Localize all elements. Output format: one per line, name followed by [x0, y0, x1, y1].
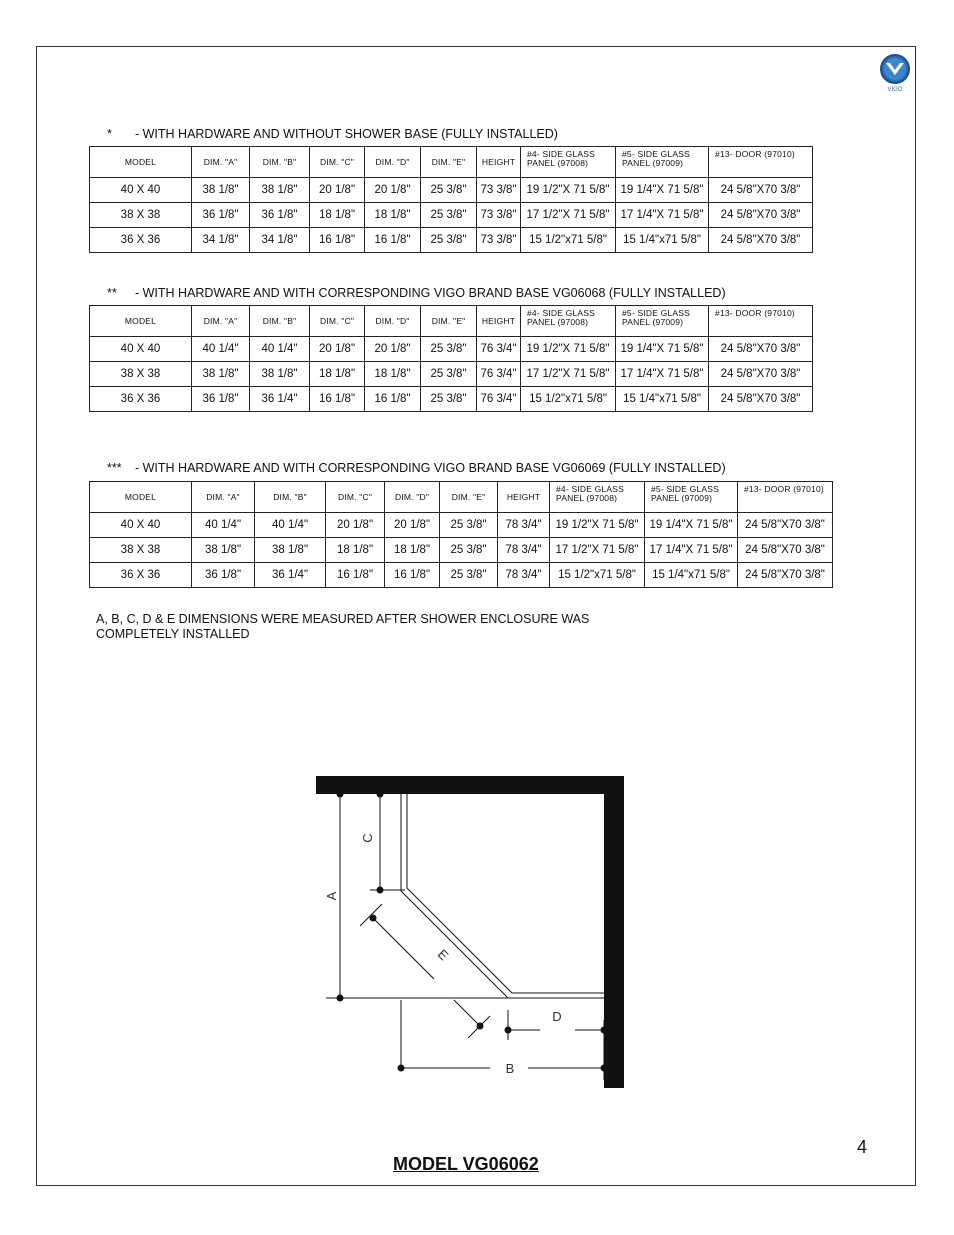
header-height: HEIGHT	[498, 482, 550, 513]
table-cell-dim-d: 18 1/8"	[385, 538, 440, 563]
header-dim-c: DIM. "C"	[326, 482, 385, 513]
table-cell-side4: 19 1/2"X 71 5/8"	[521, 337, 616, 362]
header-model: MODEL	[90, 482, 192, 513]
vigo-logo	[878, 53, 912, 93]
table-cell-height: 73 3/8"	[477, 228, 521, 253]
table-cell-model: 38 X 38	[90, 203, 192, 228]
table-row	[90, 387, 813, 412]
dimensions-table-1	[89, 146, 813, 253]
table-cell-side4: 17 1/2"X 71 5/8"	[521, 362, 616, 387]
table-cell-side5: 15 1/4"x71 5/8"	[616, 228, 709, 253]
header-dim-d: DIM. "D"	[365, 147, 421, 178]
table-cell-dim-b: 36 1/8"	[250, 203, 310, 228]
table-cell-door: 24 5/8"X70 3/8"	[709, 178, 813, 203]
table-cell-dim-d: 20 1/8"	[365, 178, 421, 203]
table-cell-door: 24 5/8"X70 3/8"	[738, 538, 833, 563]
label-c: C	[360, 833, 375, 843]
side-wall	[604, 776, 624, 1088]
header-dim-e: DIM. "E"	[421, 147, 477, 178]
header-door: #13- DOOR (97010)	[709, 306, 813, 337]
table-row	[90, 538, 833, 563]
table-cell-model: 40 X 40	[90, 178, 192, 203]
table-cell-height: 76 3/4"	[477, 337, 521, 362]
table-cell-dim-a: 40 1/4"	[192, 513, 255, 538]
header-side4: #4- SIDE GLASS PANEL (97008)	[521, 306, 616, 337]
label-d: D	[552, 1009, 562, 1024]
section-title-text: - WITH HARDWARE AND WITHOUT SHOWER BASE (FULLY INSTALLED)	[135, 127, 558, 141]
table-cell-height: 78 3/4"	[498, 563, 550, 588]
dimension-points	[337, 791, 608, 1072]
table-cell-dim-d: 16 1/8"	[385, 563, 440, 588]
table-cell-side4: 19 1/2"X 71 5/8"	[521, 178, 616, 203]
table-cell-side4: 15 1/2"x71 5/8"	[521, 228, 616, 253]
table-cell-door: 24 5/8"X70 3/8"	[709, 203, 813, 228]
table-cell-dim-a: 40 1/4"	[192, 337, 250, 362]
table-cell-door: 24 5/8"X70 3/8"	[709, 337, 813, 362]
glass-panels	[401, 794, 604, 998]
table-cell-side5: 19 1/4"X 71 5/8"	[616, 178, 709, 203]
header-dim-a: DIM. "A"	[192, 147, 250, 178]
section-title-text: - WITH HARDWARE AND WITH CORRESPONDING VIGO BRAND BASE VG06068 (FULLY INSTALLED)	[135, 286, 726, 300]
header-side4: #4- SIDE GLASS PANEL (97008)	[550, 482, 645, 513]
header-dim-a: DIM. "A"	[192, 482, 255, 513]
table-cell-dim-b: 38 1/8"	[250, 362, 310, 387]
page-number: 4	[857, 1137, 868, 1157]
header-dim-c: DIM. "C"	[310, 306, 365, 337]
table-cell-dim-d: 18 1/8"	[365, 362, 421, 387]
table-row	[90, 513, 833, 538]
section-mark: **	[107, 286, 117, 300]
back-wall	[316, 776, 624, 794]
table-cell-height: 78 3/4"	[498, 513, 550, 538]
measurement-note: A, B, C, D & E DIMENSIONS WERE MEASURED AFTER SHOWER ENCLOSURE WAS COMPLETELY INSTALLED	[96, 612, 590, 641]
table-cell-dim-c: 20 1/8"	[310, 337, 365, 362]
table-cell-dim-d: 16 1/8"	[365, 228, 421, 253]
table-cell-height: 76 3/4"	[477, 362, 521, 387]
table-cell-model: 36 X 36	[90, 563, 192, 588]
table-cell-door: 24 5/8"X70 3/8"	[738, 563, 833, 588]
label-e: E	[434, 946, 452, 964]
section-title-3	[107, 461, 726, 475]
header-dim-c: DIM. "C"	[310, 147, 365, 178]
table-cell-side5: 19 1/4"X 71 5/8"	[616, 337, 709, 362]
table-cell-dim-d: 20 1/8"	[365, 337, 421, 362]
header-model: MODEL	[90, 306, 192, 337]
dimensions-table-3	[89, 481, 833, 588]
table-cell-side4: 15 1/2"x71 5/8"	[550, 563, 645, 588]
table-cell-side5: 17 1/4"X 71 5/8"	[645, 538, 738, 563]
table-cell-dim-b: 40 1/4"	[255, 513, 326, 538]
table-cell-height: 76 3/4"	[477, 387, 521, 412]
table-cell-dim-e: 25 3/8"	[440, 563, 498, 588]
table-cell-dim-b: 38 1/8"	[255, 538, 326, 563]
table-cell-dim-b: 36 1/4"	[255, 563, 326, 588]
table-cell-dim-c: 16 1/8"	[310, 228, 365, 253]
table-cell-dim-e: 25 3/8"	[421, 337, 477, 362]
svg-text:VIGO: VIGO	[887, 87, 903, 93]
table-cell-dim-a: 36 1/8"	[192, 563, 255, 588]
header-dim-e: DIM. "E"	[421, 306, 477, 337]
table-cell-model: 38 X 38	[90, 538, 192, 563]
table-header-row	[90, 147, 813, 178]
table-cell-door: 24 5/8"X70 3/8"	[709, 362, 813, 387]
table-cell-dim-a: 38 1/8"	[192, 362, 250, 387]
table-cell-dim-d: 16 1/8"	[365, 387, 421, 412]
table-cell-dim-b: 38 1/8"	[250, 178, 310, 203]
header-model: MODEL	[90, 147, 192, 178]
header-side4: #4- SIDE GLASS PANEL (97008)	[521, 147, 616, 178]
table-cell-dim-e: 25 3/8"	[421, 387, 477, 412]
section-mark: ***	[107, 461, 122, 475]
table-header-row	[90, 306, 813, 337]
table-cell-dim-b: 40 1/4"	[250, 337, 310, 362]
table-cell-side4: 19 1/2"X 71 5/8"	[550, 513, 645, 538]
header-side5: #5- SIDE GLASS PANEL (97009)	[616, 147, 709, 178]
table-row	[90, 362, 813, 387]
table-cell-dim-e: 25 3/8"	[440, 513, 498, 538]
model-title: MODEL VG06062	[393, 1154, 539, 1174]
table-cell-dim-e: 25 3/8"	[421, 203, 477, 228]
table-cell-dim-c: 18 1/8"	[310, 203, 365, 228]
table-cell-dim-e: 25 3/8"	[440, 538, 498, 563]
header-dim-b: DIM. "B"	[250, 306, 310, 337]
section-title-1	[107, 127, 558, 141]
table-cell-side4: 17 1/2"X 71 5/8"	[521, 203, 616, 228]
table-cell-side5: 17 1/4"X 71 5/8"	[616, 362, 709, 387]
table-cell-dim-c: 16 1/8"	[326, 563, 385, 588]
header-dim-a: DIM. "A"	[192, 306, 250, 337]
section-title-text: - WITH HARDWARE AND WITH CORRESPONDING VIGO BRAND BASE VG06069 (FULLY INSTALLED)	[135, 461, 726, 475]
header-height: HEIGHT	[477, 306, 521, 337]
table-cell-dim-e: 25 3/8"	[421, 228, 477, 253]
header-dim-b: DIM. "B"	[255, 482, 326, 513]
header-dim-e: DIM. "E"	[440, 482, 498, 513]
table-cell-model: 40 X 40	[90, 337, 192, 362]
table-cell-dim-c: 20 1/8"	[326, 513, 385, 538]
table-row	[90, 228, 813, 253]
header-dim-d: DIM. "D"	[365, 306, 421, 337]
table-header-row	[90, 482, 833, 513]
header-door: #13- DOOR (97010)	[709, 147, 813, 178]
label-b: B	[505, 1061, 515, 1076]
section-mark: *	[107, 127, 112, 141]
table-cell-side5: 17 1/4"X 71 5/8"	[616, 203, 709, 228]
table-row	[90, 563, 833, 588]
header-dim-d: DIM. "D"	[385, 482, 440, 513]
table-cell-height: 78 3/4"	[498, 538, 550, 563]
header-height: HEIGHT	[477, 147, 521, 178]
table-cell-dim-a: 36 1/8"	[192, 387, 250, 412]
table-cell-side5: 19 1/4"X 71 5/8"	[645, 513, 738, 538]
table-cell-dim-a: 38 1/8"	[192, 178, 250, 203]
header-dim-b: DIM. "B"	[250, 147, 310, 178]
enclosure-diagram	[300, 770, 640, 1100]
table-cell-dim-a: 38 1/8"	[192, 538, 255, 563]
table-row	[90, 178, 813, 203]
table-cell-height: 73 3/8"	[477, 178, 521, 203]
table-cell-dim-d: 20 1/8"	[385, 513, 440, 538]
table-cell-side4: 17 1/2"X 71 5/8"	[550, 538, 645, 563]
table-cell-dim-e: 25 3/8"	[421, 362, 477, 387]
dimensions-table-2	[89, 305, 813, 412]
table-cell-dim-c: 20 1/8"	[310, 178, 365, 203]
header-side5: #5- SIDE GLASS PANEL (97009)	[645, 482, 738, 513]
table-row	[90, 337, 813, 362]
table-cell-dim-a: 36 1/8"	[192, 203, 250, 228]
table-cell-dim-c: 16 1/8"	[310, 387, 365, 412]
table-cell-model: 36 X 36	[90, 228, 192, 253]
header-door: #13- DOOR (97010)	[738, 482, 833, 513]
label-a: A	[324, 891, 339, 901]
table-cell-door: 24 5/8"X70 3/8"	[709, 387, 813, 412]
table-cell-model: 38 X 38	[90, 362, 192, 387]
table-cell-door: 24 5/8"X70 3/8"	[709, 228, 813, 253]
section-title-2	[107, 286, 726, 300]
table-cell-dim-d: 18 1/8"	[365, 203, 421, 228]
table-cell-dim-b: 34 1/8"	[250, 228, 310, 253]
table-cell-side5: 15 1/4"x71 5/8"	[645, 563, 738, 588]
table-cell-model: 36 X 36	[90, 387, 192, 412]
table-cell-model: 40 X 40	[90, 513, 192, 538]
table-cell-dim-c: 18 1/8"	[310, 362, 365, 387]
table-cell-dim-e: 25 3/8"	[421, 178, 477, 203]
table-cell-door: 24 5/8"X70 3/8"	[738, 513, 833, 538]
table-cell-dim-b: 36 1/4"	[250, 387, 310, 412]
table-cell-height: 73 3/8"	[477, 203, 521, 228]
table-cell-side5: 15 1/4"x71 5/8"	[616, 387, 709, 412]
header-side5: #5- SIDE GLASS PANEL (97009)	[616, 306, 709, 337]
table-row	[90, 203, 813, 228]
table-cell-dim-a: 34 1/8"	[192, 228, 250, 253]
table-cell-side4: 15 1/2"x71 5/8"	[521, 387, 616, 412]
table-cell-dim-c: 18 1/8"	[326, 538, 385, 563]
